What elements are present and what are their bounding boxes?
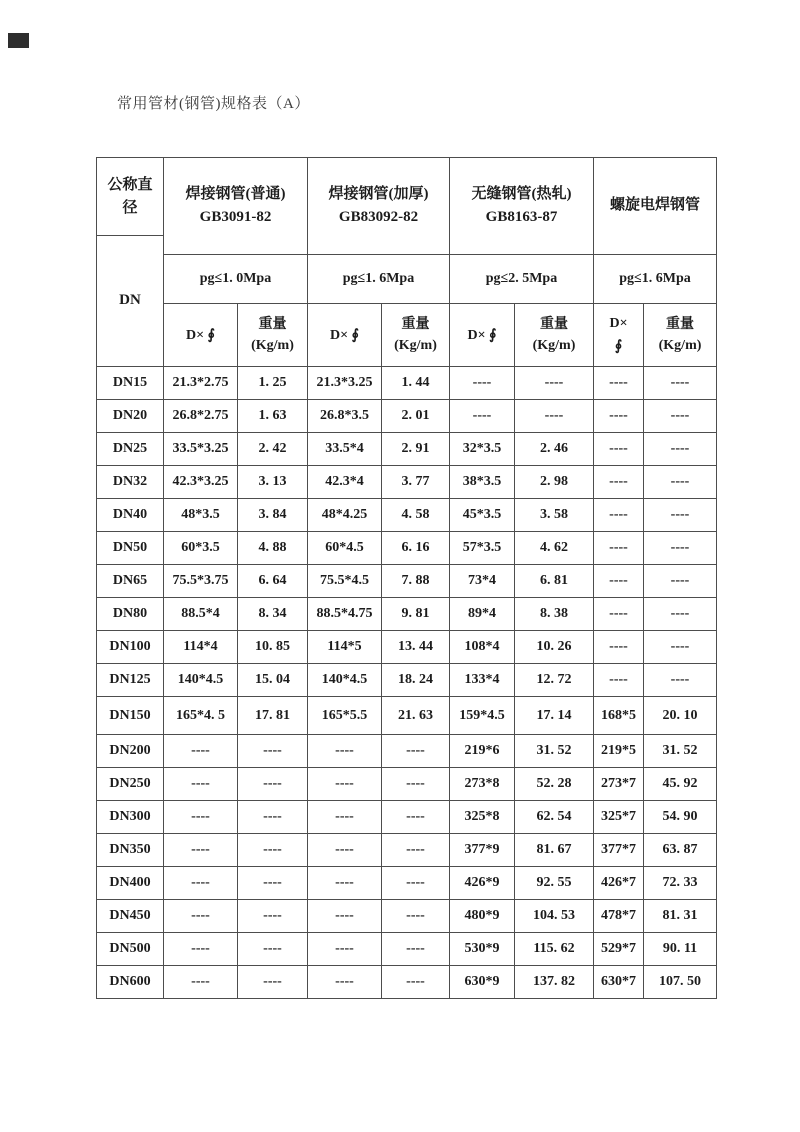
weight-value: ----	[238, 966, 308, 999]
weight-value: 10. 26	[515, 631, 594, 664]
weight-value: 4. 88	[238, 532, 308, 565]
dim-value: 73*4	[450, 565, 515, 598]
dim-value: ----	[594, 400, 644, 433]
dim-value: 165*4. 5	[164, 697, 238, 735]
dim-value: 75.5*4.5	[308, 565, 382, 598]
dim-value: 88.5*4	[164, 598, 238, 631]
dim-value: 45*3.5	[450, 499, 515, 532]
weight-value: 81. 67	[515, 834, 594, 867]
dim-value: 60*4.5	[308, 532, 382, 565]
dim-value: 159*4.5	[450, 697, 515, 735]
dim-value: 165*5.5	[308, 697, 382, 735]
table-body	[97, 367, 717, 999]
dim-value: 42.3*3.25	[164, 466, 238, 499]
dim-value: 38*3.5	[450, 466, 515, 499]
weight-value: 4. 62	[515, 532, 594, 565]
weight-value: ----	[382, 801, 450, 834]
weight-value: ----	[382, 834, 450, 867]
weight-value: ----	[238, 735, 308, 768]
weight-header-3	[515, 304, 594, 367]
weight-value: 31. 52	[644, 735, 717, 768]
table-row	[97, 664, 717, 697]
weight-header-4	[644, 304, 717, 367]
weight-header-line2: (Kg/m)	[658, 338, 702, 353]
weight-value: 6. 81	[515, 565, 594, 598]
dim-value: 89*4	[450, 598, 515, 631]
weight-value: ----	[644, 466, 717, 499]
weight-value: 8. 34	[238, 598, 308, 631]
weight-value: 4. 58	[382, 499, 450, 532]
dim-value: ----	[308, 966, 382, 999]
weight-value: 10. 85	[238, 631, 308, 664]
nominal-diameter-line2: 径	[122, 199, 138, 216]
weight-value: 3. 13	[238, 466, 308, 499]
weight-header-1	[238, 304, 308, 367]
dim-value: 108*4	[450, 631, 515, 664]
weight-value: 115. 62	[515, 933, 594, 966]
corner-cell	[97, 158, 164, 367]
dim-value: ----	[308, 768, 382, 801]
group-title-line1: 螺旋电焊钢管	[610, 197, 701, 214]
dim-value: 60*3.5	[164, 532, 238, 565]
dn-label: DN65	[97, 565, 164, 598]
weight-value: 20. 10	[644, 697, 717, 735]
dim-value: ----	[594, 367, 644, 400]
weight-value: 63. 87	[644, 834, 717, 867]
table-row	[97, 433, 717, 466]
weight-header-line2: (Kg/m)	[394, 338, 437, 353]
weight-value: ----	[382, 735, 450, 768]
dim-value: ----	[164, 768, 238, 801]
pressure-header-3: pg≤2. 5Mpa	[450, 255, 594, 304]
dim-value: 140*4.5	[308, 664, 382, 697]
weight-value: 1. 63	[238, 400, 308, 433]
dn-label: DN50	[97, 532, 164, 565]
weight-value: 1. 44	[382, 367, 450, 400]
weight-value: 3. 77	[382, 466, 450, 499]
dim-header-4	[594, 304, 644, 367]
dn-label: DN125	[97, 664, 164, 697]
dim-value: 630*7	[594, 966, 644, 999]
dim-value: 325*7	[594, 801, 644, 834]
scan-artifact-mark	[8, 33, 29, 48]
table-row	[97, 400, 717, 433]
weight-value: 107. 50	[644, 966, 717, 999]
dim-value: ----	[164, 933, 238, 966]
weight-value: ----	[515, 400, 594, 433]
dim-value: 426*7	[594, 867, 644, 900]
dn-label: DN150	[97, 697, 164, 735]
weight-value: ----	[644, 499, 717, 532]
table-row	[97, 834, 717, 867]
dim-value: 57*3.5	[450, 532, 515, 565]
weight-value: ----	[238, 900, 308, 933]
table-row	[97, 466, 717, 499]
dim-value: ----	[164, 966, 238, 999]
dim-value: 26.8*2.75	[164, 400, 238, 433]
group-header-welded-ordinary	[164, 158, 308, 255]
weight-value: 90. 11	[644, 933, 717, 966]
dim-value: 219*6	[450, 735, 515, 768]
dim-header-2: D× ∮	[308, 304, 382, 367]
table-row	[97, 532, 717, 565]
weight-value: ----	[644, 433, 717, 466]
weight-value: 81. 31	[644, 900, 717, 933]
dim-value: 325*8	[450, 801, 515, 834]
dim-value: ----	[594, 664, 644, 697]
dim-value: ----	[164, 834, 238, 867]
table-row	[97, 801, 717, 834]
dim-value: 114*5	[308, 631, 382, 664]
group-title-line2: GB8163-87	[485, 209, 558, 225]
weight-value: 2. 46	[515, 433, 594, 466]
dim-value: ----	[594, 466, 644, 499]
pressure-header-4: pg≤1. 6Mpa	[594, 255, 717, 304]
dn-label: DN400	[97, 867, 164, 900]
dim-value: ----	[308, 834, 382, 867]
weight-value: 6. 16	[382, 532, 450, 565]
group-header-seamless	[450, 158, 594, 255]
pipe-spec-table	[96, 157, 717, 999]
weight-value: 6. 64	[238, 565, 308, 598]
dim-value: 529*7	[594, 933, 644, 966]
weight-value: ----	[644, 664, 717, 697]
weight-value: ----	[644, 367, 717, 400]
group-title-line2: GB3091-82	[199, 209, 272, 225]
dim-header-1: D× ∮	[164, 304, 238, 367]
table-row	[97, 631, 717, 664]
dim-value: 33.5*4	[308, 433, 382, 466]
table-row	[97, 933, 717, 966]
dim-value: 219*5	[594, 735, 644, 768]
weight-value: 9. 81	[382, 598, 450, 631]
group-header-spiral	[594, 158, 717, 255]
dim-value: 114*4	[164, 631, 238, 664]
dim-value: 530*9	[450, 933, 515, 966]
dim-value: 88.5*4.75	[308, 598, 382, 631]
dim-value: ----	[450, 367, 515, 400]
dim-value: 48*3.5	[164, 499, 238, 532]
dn-label: DN25	[97, 433, 164, 466]
dn-label: DN250	[97, 768, 164, 801]
dn-label: DN500	[97, 933, 164, 966]
dim-value: ----	[450, 400, 515, 433]
weight-value: 54. 90	[644, 801, 717, 834]
dim-value: ----	[308, 900, 382, 933]
dim-value: ----	[594, 631, 644, 664]
table-row	[97, 966, 717, 999]
dim-value: 168*5	[594, 697, 644, 735]
table-row	[97, 598, 717, 631]
table-row	[97, 697, 717, 735]
weight-value: ----	[644, 532, 717, 565]
dim-value: 133*4	[450, 664, 515, 697]
weight-value: ----	[382, 768, 450, 801]
weight-value: 31. 52	[515, 735, 594, 768]
weight-value: 7. 88	[382, 565, 450, 598]
weight-value: 12. 72	[515, 664, 594, 697]
dim-value: ----	[164, 900, 238, 933]
weight-value: 18. 24	[382, 664, 450, 697]
pressure-header-1: pg≤1. 0Mpa	[164, 255, 308, 304]
dim-value: 478*7	[594, 900, 644, 933]
dim-value: ----	[594, 532, 644, 565]
dn-label: DN300	[97, 801, 164, 834]
dim-value: ----	[594, 433, 644, 466]
dim-value: ----	[308, 867, 382, 900]
dim-value: 21.3*3.25	[308, 367, 382, 400]
nominal-diameter-header	[97, 158, 163, 236]
weight-value: 17. 14	[515, 697, 594, 735]
weight-value: 1. 25	[238, 367, 308, 400]
weight-value: ----	[238, 768, 308, 801]
table-row	[97, 768, 717, 801]
table-row	[97, 867, 717, 900]
weight-value: ----	[644, 565, 717, 598]
weight-header-2	[382, 304, 450, 367]
group-title-line1: 焊接钢管(加厚)	[328, 185, 429, 202]
dn-label: DN600	[97, 966, 164, 999]
weight-value: 137. 82	[515, 966, 594, 999]
dim-value: 42.3*4	[308, 466, 382, 499]
dim-value: ----	[164, 801, 238, 834]
weight-value: ----	[382, 933, 450, 966]
weight-value: ----	[238, 801, 308, 834]
weight-header-line1: 重量	[401, 317, 430, 332]
weight-value: 2. 98	[515, 466, 594, 499]
weight-header-line1: 重量	[666, 317, 694, 332]
weight-header-line1: 重量	[258, 317, 287, 332]
weight-value: 15. 04	[238, 664, 308, 697]
table-row	[97, 499, 717, 532]
dim-value: 21.3*2.75	[164, 367, 238, 400]
dn-label: DN80	[97, 598, 164, 631]
weight-header-line2: (Kg/m)	[251, 338, 294, 353]
dim-value: ----	[164, 735, 238, 768]
weight-value: 3. 84	[238, 499, 308, 532]
weight-value: 62. 54	[515, 801, 594, 834]
table-row	[97, 735, 717, 768]
weight-value: ----	[644, 400, 717, 433]
dim-value: ----	[164, 867, 238, 900]
dn-label: DN350	[97, 834, 164, 867]
weight-value: 72. 33	[644, 867, 717, 900]
weight-value: ----	[644, 631, 717, 664]
weight-value: 2. 01	[382, 400, 450, 433]
dn-label: DN20	[97, 400, 164, 433]
dim-value: ----	[308, 801, 382, 834]
dim-value: 273*7	[594, 768, 644, 801]
dim-header-3: D× ∮	[450, 304, 515, 367]
dim-value: ----	[308, 933, 382, 966]
nominal-diameter-line1: 公称直	[107, 177, 153, 193]
group-title-line1: 焊接钢管(普通)	[185, 185, 286, 202]
dim-value: 140*4.5	[164, 664, 238, 697]
dim-value: 75.5*3.75	[164, 565, 238, 598]
weight-value: 45. 92	[644, 768, 717, 801]
weight-value: 8. 38	[515, 598, 594, 631]
dim-header-line2: ∮	[614, 339, 623, 354]
dn-label: DN15	[97, 367, 164, 400]
weight-value: 2. 42	[238, 433, 308, 466]
dn-label: DN40	[97, 499, 164, 532]
dim-value: ----	[594, 565, 644, 598]
dim-value: 426*9	[450, 867, 515, 900]
weight-value: 2. 91	[382, 433, 450, 466]
weight-value: ----	[238, 834, 308, 867]
weight-value: ----	[515, 367, 594, 400]
dim-value: 48*4.25	[308, 499, 382, 532]
weight-header-line2: (Kg/m)	[532, 338, 576, 353]
dim-value: 33.5*3.25	[164, 433, 238, 466]
dim-header-line1: D×	[609, 316, 628, 331]
weight-value: 3. 58	[515, 499, 594, 532]
dim-value: 630*9	[450, 966, 515, 999]
weight-header-line1: 重量	[540, 317, 568, 332]
weight-value: 52. 28	[515, 768, 594, 801]
dim-value: 26.8*3.5	[308, 400, 382, 433]
table-header	[97, 158, 717, 367]
table-row	[97, 565, 717, 598]
dim-value: ----	[594, 499, 644, 532]
dn-label: DN32	[97, 466, 164, 499]
dn-header: DN	[119, 292, 141, 309]
dim-value: ----	[308, 735, 382, 768]
weight-value: ----	[382, 966, 450, 999]
weight-value: ----	[382, 900, 450, 933]
dim-value: 32*3.5	[450, 433, 515, 466]
group-title-line2: GB83092-82	[338, 209, 419, 225]
dim-value: 480*9	[450, 900, 515, 933]
dim-value: ----	[594, 598, 644, 631]
table-row	[97, 367, 717, 400]
weight-value: ----	[238, 867, 308, 900]
dim-value: 273*8	[450, 768, 515, 801]
weight-value: ----	[644, 598, 717, 631]
dn-label: DN450	[97, 900, 164, 933]
weight-value: 13. 44	[382, 631, 450, 664]
weight-value: 104. 53	[515, 900, 594, 933]
dn-label: DN100	[97, 631, 164, 664]
group-title-line1: 无缝钢管(热轧)	[471, 185, 572, 202]
weight-value: ----	[238, 933, 308, 966]
pressure-header-2: pg≤1. 6Mpa	[308, 255, 450, 304]
dim-value: 377*9	[450, 834, 515, 867]
dim-value: 377*7	[594, 834, 644, 867]
weight-value: 17. 81	[238, 697, 308, 735]
group-header-welded-thick	[308, 158, 450, 255]
page-title: 常用管材(钢管)规格表（A）	[117, 96, 310, 112]
weight-value: 21. 63	[382, 697, 450, 735]
weight-value: 92. 55	[515, 867, 594, 900]
table-row	[97, 900, 717, 933]
weight-value: ----	[382, 867, 450, 900]
dn-label: DN200	[97, 735, 164, 768]
